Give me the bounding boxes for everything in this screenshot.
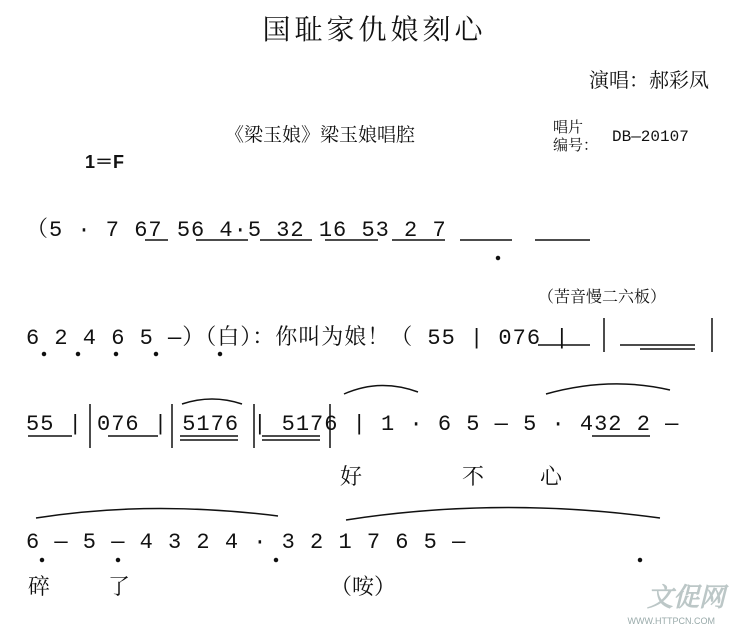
lyric-word: 好 [340,465,363,490]
record-number: DB—20107 [612,128,689,146]
lyric-word: 心 [540,465,563,490]
watermark-url: WWW.HTTPCN.COM [627,616,715,626]
lyric-word: 碎 [28,575,51,600]
singer-credit: 演唱：郝彩凤 [589,68,709,92]
slur [546,384,670,394]
slur [346,507,660,520]
notation-line-4: 6 — 5 — 4 3 2 4 · 3 2 1 7 6 5 — [26,530,467,555]
song-title: 国耻家仇娘刻心 [262,13,487,46]
octave-dot [155,353,158,356]
lyric-word: 了 [108,575,131,600]
notation-line-1: （5 · 7 67 56 4·5 32 16 53 2 7 [26,218,447,243]
octave-dot [115,353,118,356]
notation-line-3: 55 | 076 | 5176 | 5176 | 1 · 6 5 — 5 · 432 2 — [26,412,680,437]
octave-dot [77,353,80,356]
key-signature: 1＝F [85,152,125,172]
octave-dot [497,257,500,260]
octave-dot [41,559,44,562]
record-label-line1: 唱片 [553,118,584,136]
opera-subtitle: 《梁玉娘》梁玉娘唱腔 [225,124,416,146]
section-label: （苦音慢二六板） [538,287,667,306]
octave-dot [117,559,120,562]
octave-dot [43,353,46,356]
slur [344,385,418,394]
slur [36,508,278,518]
notation-line-2: 6 2 4 6 5 —）（白）：你叫为娘！（ 55 | 076 | [26,326,570,351]
watermark-logo: 文促网 [646,583,725,613]
slur [182,399,242,404]
record-label-line2: 编号： [553,136,599,154]
octave-dot [639,559,642,562]
octave-dot [275,559,278,562]
lyric-word: 不 [462,465,485,490]
octave-dot [219,353,222,356]
lyric-word: （咹） [330,575,397,600]
